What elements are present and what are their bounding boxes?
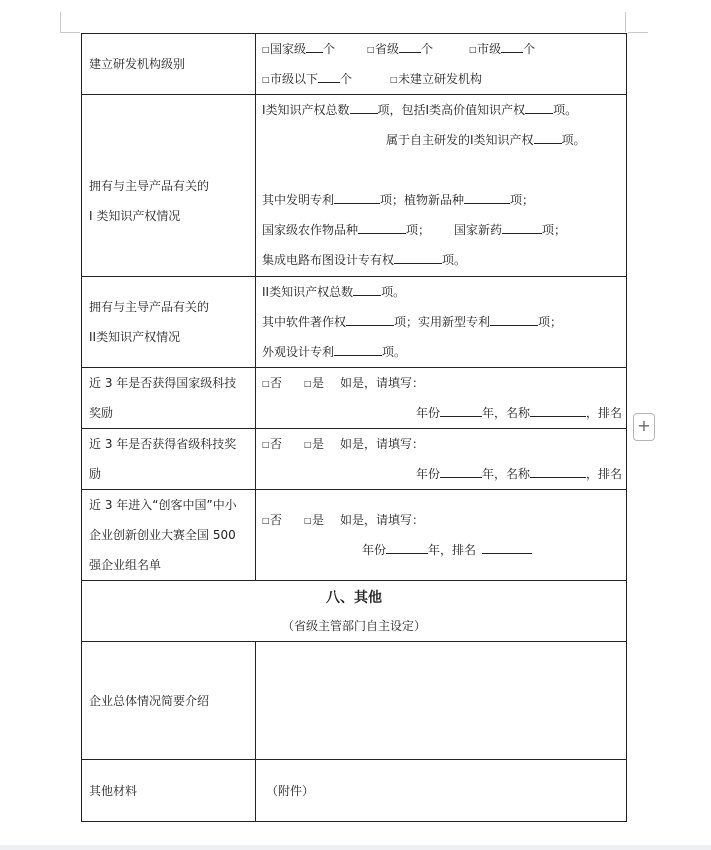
ip-class2-content: II类知识产权总数 项。 其中软件著作权 项；实用新型专利 项； 外观设计专利 项。 — [256, 277, 627, 368]
ip2-total-blank[interactable] — [353, 281, 381, 296]
table-row-rd-institution — [82, 34, 627, 95]
checkbox-national-no[interactable]: □ — [262, 378, 270, 388]
page-bottom-edge — [0, 845, 711, 850]
provincial-award-year-blank[interactable] — [440, 463, 482, 478]
ip-class2-label: 拥有与主导产品有关的 II类知识产权情况 — [82, 277, 256, 368]
checkbox-national-yes[interactable]: □ — [304, 378, 312, 388]
overview-label: 企业总体情况简要介绍 — [82, 642, 256, 760]
other-materials-label: 其他材料 — [82, 760, 256, 822]
ip1-high-value-blank[interactable] — [525, 99, 553, 114]
table-row-other-materials — [82, 760, 627, 822]
other-materials-value[interactable]: （附件） — [256, 760, 627, 822]
national-award-content: □否 □是 如是，请填写： 年份 年，名称 ，排名 — [256, 368, 627, 429]
crop-mark-right — [625, 12, 626, 32]
maker-year-blank[interactable] — [386, 539, 428, 554]
provincial-award-name-blank[interactable] — [530, 463, 586, 478]
rd-institution-label: 建立研发机构级别 — [82, 34, 256, 95]
utility-model-blank[interactable] — [490, 311, 538, 326]
ip1-self-developed-blank[interactable] — [534, 129, 562, 144]
checkbox-city[interactable]: □ — [469, 44, 477, 54]
table-row-provincial-award — [82, 429, 627, 490]
invention-patent-blank[interactable] — [334, 189, 380, 204]
ip1-total-blank[interactable] — [350, 99, 378, 114]
table-row-maker-china — [82, 490, 627, 581]
section8-title: 八、其他 — [326, 590, 382, 606]
national-award-year-blank[interactable] — [440, 402, 482, 417]
checkbox-national[interactable]: □ — [262, 44, 270, 54]
checkbox-provincial-yes[interactable]: □ — [304, 439, 312, 449]
software-copyright-blank[interactable] — [346, 311, 394, 326]
checkbox-provincial-no[interactable]: □ — [262, 439, 270, 449]
checkbox-maker-yes[interactable]: □ — [304, 515, 312, 525]
checkbox-below-city[interactable]: □ — [262, 74, 270, 84]
table-row-ip-class1 — [82, 95, 627, 277]
maker-china-content: □否 □是 如是，请填写： 年份 年，排名 — [256, 490, 627, 581]
maker-rank-blank[interactable] — [482, 539, 532, 554]
section8-header — [82, 581, 627, 642]
design-patent-blank[interactable] — [334, 341, 382, 356]
checkbox-provincial[interactable]: □ — [367, 44, 375, 54]
checkbox-maker-no[interactable]: □ — [262, 515, 270, 525]
crop-mark-top-right — [628, 32, 648, 33]
crop-mark-left — [60, 12, 61, 32]
national-award-label: 近 3 年是否获得国家级科技 奖励 — [82, 368, 256, 429]
add-row-button[interactable]: + — [633, 413, 655, 441]
city-count-blank[interactable] — [501, 38, 523, 53]
new-drug-blank[interactable] — [502, 219, 542, 234]
ip-class1-content: I类知识产权总数 项，包括I类高价值知识产权 项。 属于自主研发的I类知识产权 项。 其中发明专利 项；植物新品种 项； 国家级农作物品种 项； 国家新药 项； 集成电路布图设计专有权 项。 — [256, 95, 627, 277]
checkbox-no-institution[interactable]: □ — [390, 74, 398, 84]
national-award-name-blank[interactable] — [530, 402, 586, 417]
crop-variety-blank[interactable] — [358, 219, 406, 234]
table-row-ip-class2 — [82, 277, 627, 368]
crop-mark-top-left — [60, 32, 80, 33]
table-row-section8 — [82, 581, 627, 642]
ip-class1-label: 拥有与主导产品有关的 I 类知识产权情况 — [82, 95, 256, 277]
plant-variety-blank[interactable] — [464, 189, 510, 204]
circuit-layout-blank[interactable] — [394, 249, 442, 264]
below-city-count-blank[interactable] — [318, 68, 340, 83]
table-row-overview — [82, 642, 627, 760]
overview-input-area[interactable] — [256, 642, 627, 760]
table-row-national-award — [82, 368, 627, 429]
application-form-table — [81, 33, 627, 822]
provincial-award-content: □否 □是 如是，请填写： 年份 年，名称 ，排名 — [256, 429, 627, 490]
section8-subtitle: （省级主管部门自主设定） — [281, 619, 426, 633]
provincial-count-blank[interactable] — [399, 38, 421, 53]
provincial-award-label: 近 3 年是否获得省级科技奖 励 — [82, 429, 256, 490]
maker-china-label: 近 3 年进入“创客中国”中小 企业创新创业大赛全国 500 强企业组名单 — [82, 490, 256, 581]
rd-institution-options: □国家级 个 □省级 个 □市级 个 □市级以下 个 □未建立研发机构 — [256, 34, 627, 95]
national-count-blank[interactable] — [306, 38, 323, 53]
